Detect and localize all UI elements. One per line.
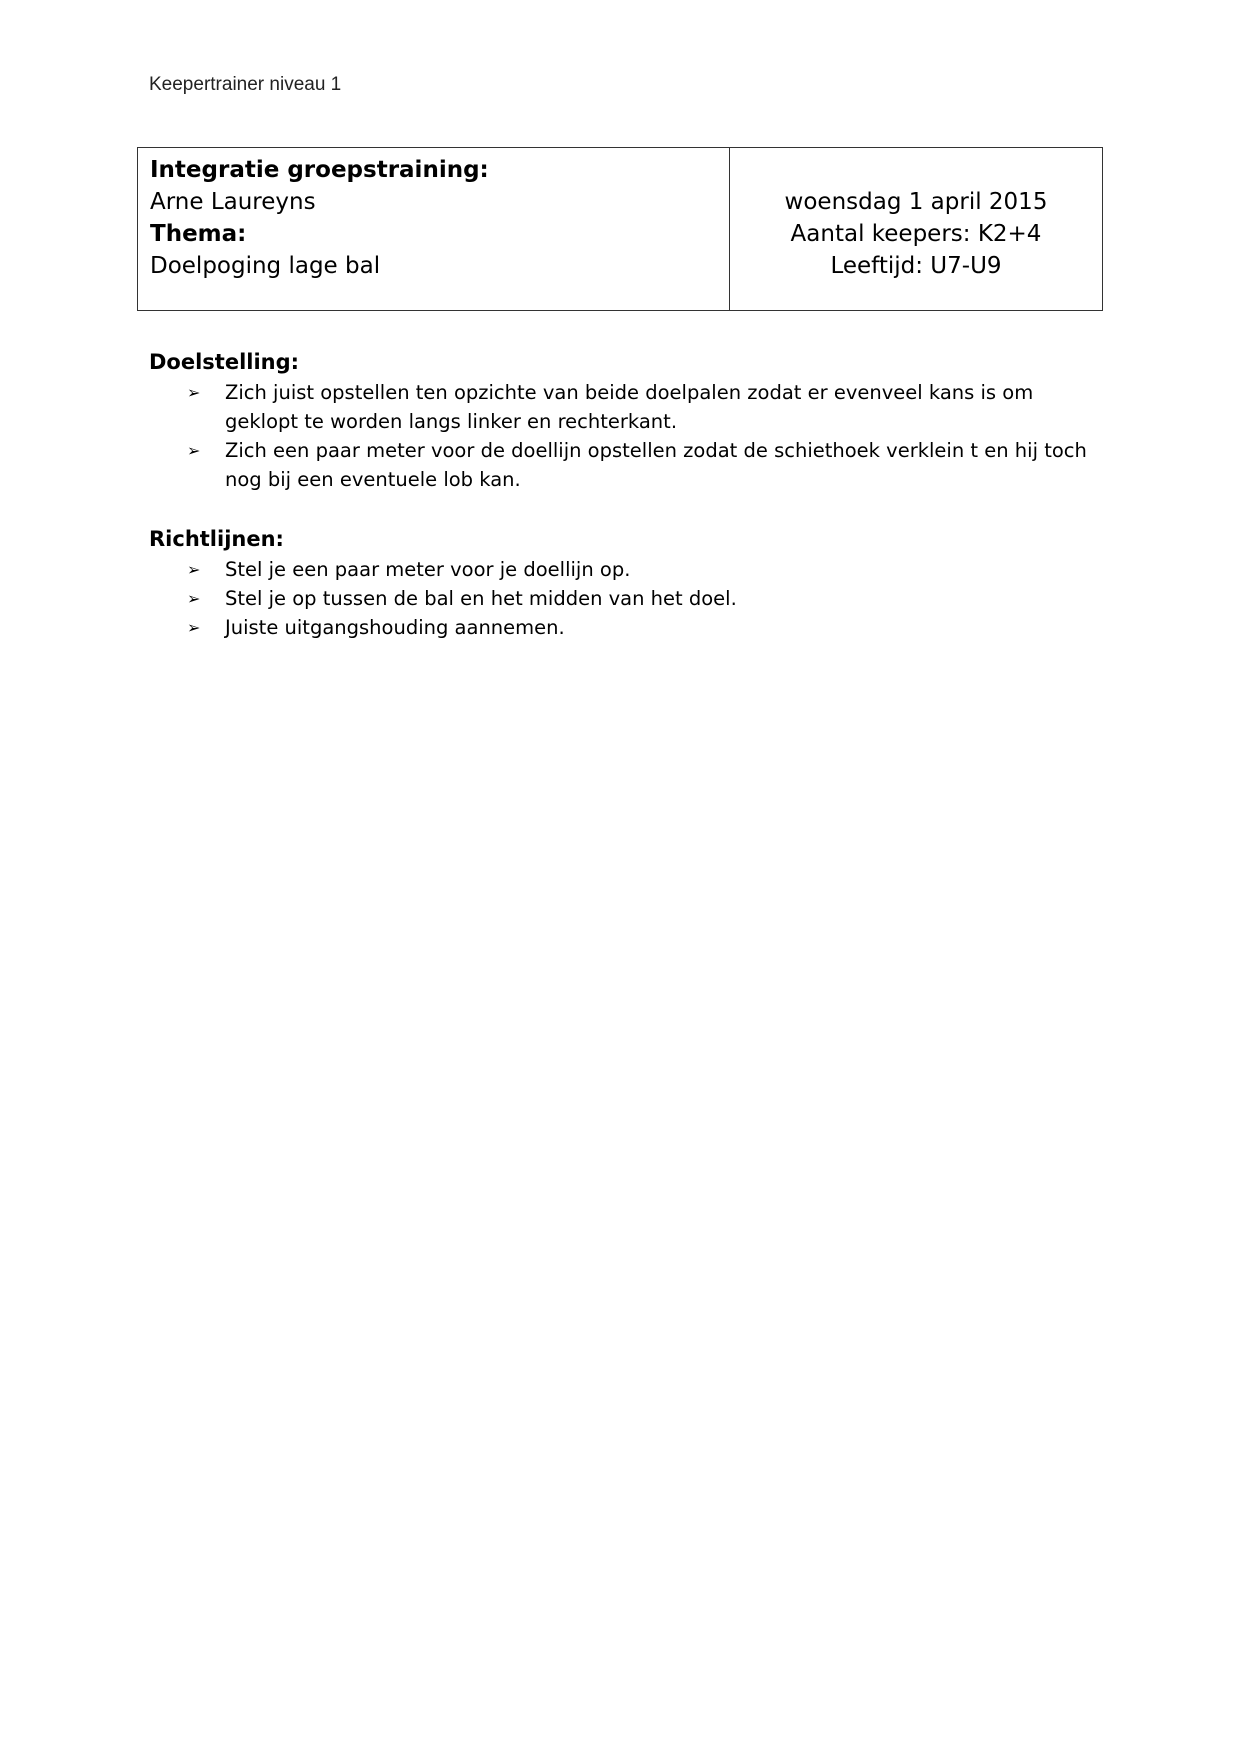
list-item [149,555,1099,584]
doelstelling-list [149,378,1099,494]
doelstelling-section [149,348,1099,494]
arrow-bullet-icon: ➢ [187,589,201,608]
list-item [149,436,1099,494]
trainer-name: Arne Laureyns [150,189,316,215]
richtlijnen-section [149,525,1099,642]
age-group: Leeftijd: U7-U9 [830,253,1002,279]
theme-value: Doelpoging lage bal [150,253,381,279]
list-item [149,613,1099,642]
integration-heading: Integratie groepstraining: [150,157,489,183]
doelstelling-title: Doelstelling: [149,350,300,374]
richtlijnen-list [149,555,1099,642]
list-item [149,378,1099,436]
richtlijnen-title: Richtlijnen: [149,527,284,551]
keeper-count: Aantal keepers: K2+4 [790,221,1042,247]
list-item-text: Stel je een paar meter voor je doellijn op. [225,558,631,581]
session-date: woensdag 1 april 2015 [784,189,1048,215]
arrow-bullet-icon: ➢ [187,383,201,402]
session-info-table [137,147,1103,311]
session-info-left [138,148,730,310]
arrow-bullet-icon: ➢ [187,618,201,637]
list-item [149,584,1099,613]
list-item-text: Zich een paar meter voor de doellijn opstellen zodat de schiethoek verklein t en hij toch nog bij een eventuele lob kan. [225,439,1087,491]
list-item-text: Zich juist opstellen ten opzichte van beide doelpalen zodat er evenveel kans is om geklopt te worden langs linker en rechterkant. [225,381,1034,433]
list-item-text: Juiste uitgangshouding aannemen. [225,616,565,639]
arrow-bullet-icon: ➢ [187,441,201,460]
list-item-text: Stel je op tussen de bal en het midden van het doel. [225,587,737,610]
session-info-right [730,148,1102,310]
running-header: Keepertrainer niveau 1 [149,74,342,95]
theme-heading: Thema: [150,221,247,247]
arrow-bullet-icon: ➢ [187,560,201,579]
